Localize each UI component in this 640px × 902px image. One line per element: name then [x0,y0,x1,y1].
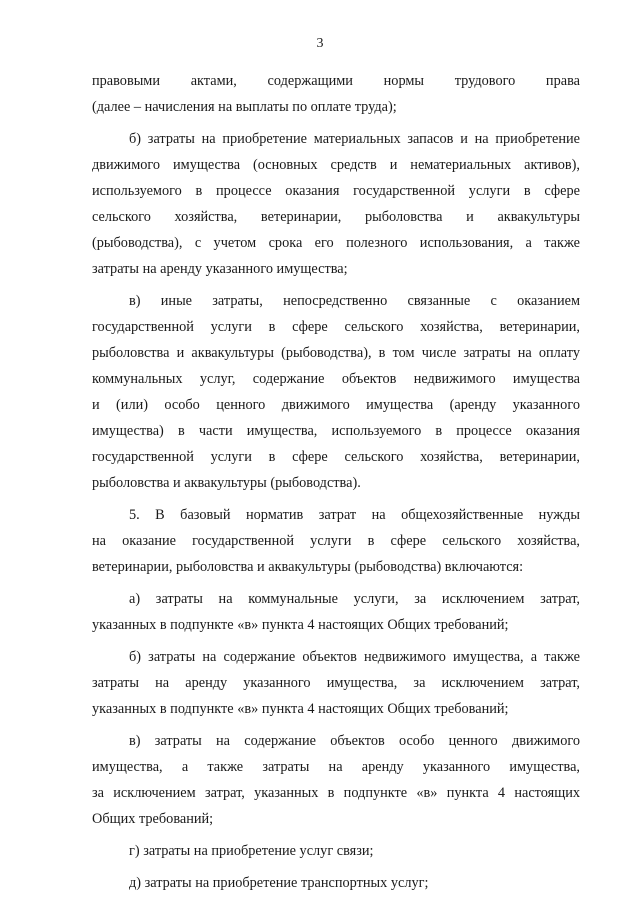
paragraph-line: указанных в подпункте «в» пункта 4 настоящих Общих требований; [92,617,509,633]
document-body [92,68,580,902]
paragraph-line: движимого имущества (основных средств и нематериальных активов), [92,157,580,173]
paragraph-line: б) затраты на приобретение материальных запасов и на приобретение [129,131,580,147]
paragraph [92,838,580,864]
paragraph [92,728,580,832]
paragraph-line: в) затраты на содержание объектов особо ценного движимого [129,733,580,749]
paragraph-line: государственной услуги в сфере сельского хозяйства, ветеринарии, [92,319,580,335]
paragraph-line: рыболовства и аквакультуры (рыбоводства), в том числе затраты на оплату [92,345,580,361]
paragraph-line: коммунальных услуг, содержание объектов недвижимого имущества [92,371,580,387]
paragraph-line: д) затраты на приобретение транспортных услуг; [129,875,429,891]
paragraph-line: государственной услуги в сфере сельского хозяйства, ветеринарии, [92,449,580,465]
paragraph-line: используемого в процессе оказания государственной услуги в сфере [92,183,580,199]
paragraph-line: затраты на аренду указанного имущества; [92,261,348,277]
paragraph-line: (рыбоводства), с учетом срока его полезного использования, а также [92,235,580,251]
paragraph [92,68,580,120]
paragraph-line: имущества) в части имущества, используемого в процессе оказания [92,423,580,439]
paragraph-line: рыболовства и аквакультуры (рыбоводства). [92,475,361,491]
paragraph [92,288,580,496]
paragraph-line: г) затраты на приобретение услуг связи; [129,843,374,859]
page-number: 3 [316,36,324,51]
paragraph-line: за исключением затрат, указанных в подпункте «в» пункта 4 настоящих [92,785,580,801]
paragraph-line: в) иные затраты, непосредственно связанные с оказанием [129,293,580,309]
paragraph-line: Общих требований; [92,811,214,827]
paragraph-line: сельского хозяйства, ветеринарии, рыболовства и аквакультуры [92,209,580,225]
paragraph-line: правовыми актами, содержащими нормы трудового права [92,73,580,89]
paragraph-line: (далее – начисления на выплаты по оплате труда); [92,99,397,115]
paragraph-line: на оказание государственной услуги в сфере сельского хозяйства, [92,533,580,549]
paragraph-line: ветеринарии, рыболовства и аквакультуры (рыбоводства) включаются: [92,559,524,575]
paragraph [92,126,580,282]
paragraph [92,644,580,722]
paragraph-line: и (или) особо ценного движимого имущества (аренду указанного [92,397,580,413]
paragraph [92,586,580,638]
paragraph-line: затраты на аренду указанного имущества, за исключением затрат, [92,675,580,691]
paragraph-line: указанных в подпункте «в» пункта 4 настоящих Общих требований; [92,701,509,717]
paragraph [92,870,580,896]
paragraph-line: б) затраты на содержание объектов недвижимого имущества, а также [129,649,580,665]
paragraph-line: 5. В базовый норматив затрат на общехозяйственные нужды [129,507,580,523]
paragraph [92,502,580,580]
paragraph-line: а) затраты на коммунальные услуги, за исключением затрат, [129,591,580,607]
paragraph-line: имущества, а также затраты на аренду указанного имущества, [92,759,580,775]
